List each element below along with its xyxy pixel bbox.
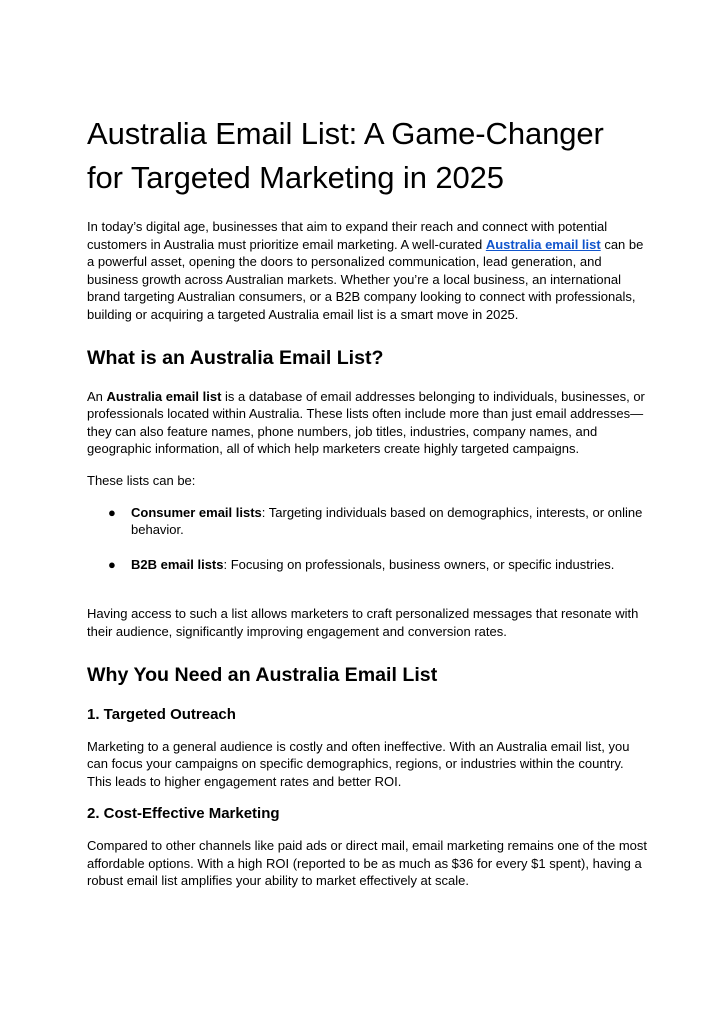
document-page: [87, 112, 647, 904]
bullet-text: : Targeting individuals based on demographics, interests, or online behavior.: [131, 504, 643, 538]
benefit-paragraph: Having access to such a list allows marketers to craft personalized messages that resonate with their audience, significantly improving engagement and conversion rates.: [87, 606, 639, 639]
bullet-icon: ●: [108, 504, 116, 520]
subheading-targeted-outreach: 1. Targeted Outreach: [87, 705, 236, 723]
list-item: [87, 504, 647, 539]
definition-text: is a database of email addresses belonging to individuals, businesses, or professionals located within Australia. These lists often include more than just email addresses—they can also feature names, phone numbers, job titles, industries, company names, and geographic information, all of which help marketers create highly targeted campaigns.: [87, 388, 645, 457]
definition-prefix: An: [87, 388, 107, 404]
targeted-outreach-paragraph: Marketing to a general audience is costly and often ineffective. With an Australia email list, you can focus your campaigns on specific demographics, regions, or industries within the country. This leads to higher engagement rates and better ROI.: [87, 738, 630, 789]
bullet-bold-term: Consumer email lists: [131, 504, 262, 520]
list-types-intro: These lists can be:: [87, 472, 196, 488]
definition-paragraph: [87, 388, 647, 458]
bullet-icon: ●: [108, 556, 116, 572]
definition-bold-term: Australia email list: [106, 388, 222, 404]
section-heading-why-need: Why You Need an Australia Email List: [87, 663, 438, 686]
cost-effective-paragraph: Compared to other channels like paid ads or direct mail, email marketing remains one of the most affordable options. With a high ROI (reported to be as much as $36 for every $1 spent), having a robust email list amplifies your ability to market effectively at scale.: [87, 838, 647, 889]
section-heading-what-is: What is an Australia Email List?: [87, 346, 384, 369]
intro-text-end: can be a powerful asset, opening the doors to personalized communication, lead generation, and business growth across Australian markets. Whether you’re a local business, an international brand targeting Australian consumers, or a B2B company looking to connect with professionals, building or acquiring a targeted Australia email list is a smart move in 2025.: [87, 236, 644, 322]
list-item: [87, 556, 647, 574]
subheading-cost-effective: 2. Cost-Effective Marketing: [87, 805, 280, 823]
intro-text-start: In today’s digital age, businesses that aim to expand their reach and connect with potential customers in Australia must prioritize email marketing. A well-curated: [87, 219, 608, 252]
australia-email-list-link[interactable]: Australia email list: [485, 236, 601, 252]
bullet-text: : Focusing on professionals, business owners, or specific industries.: [223, 556, 615, 572]
bullet-bold-term: B2B email lists: [131, 556, 224, 572]
document-title: Australia Email List: A Game-Changer for Targeted Marketing in 2025: [87, 116, 604, 195]
list-types-bullets: [87, 504, 647, 574]
intro-paragraph: [87, 218, 647, 324]
spacer: [87, 590, 647, 605]
